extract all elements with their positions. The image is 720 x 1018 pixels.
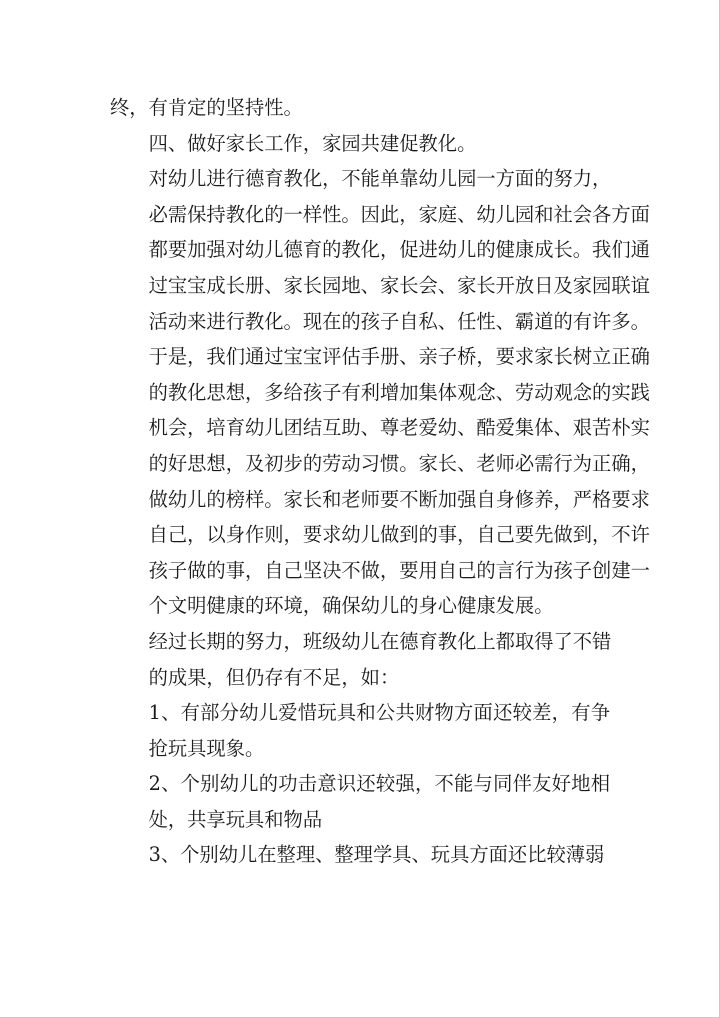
text-line: 的成果，但仍存有不足，如： bbox=[148, 665, 400, 689]
text-line: 经过长期的努力，班级幼儿在德育教化上都取得了不错 bbox=[148, 629, 612, 653]
text-line: 孩子做的事，自己坚决不做，要用自己的言行为孩子创建一 bbox=[148, 558, 650, 582]
text-line: 自己，以身作则，要求幼儿做到的事，自己要先做到，不许 bbox=[148, 523, 650, 547]
text-line: 活动来进行教化。现在的孩子自私、任性、霸道的有许多。 bbox=[148, 309, 650, 333]
text-line: 2、个别幼儿的功击意识还较强，不能与同伴友好地相 bbox=[148, 772, 610, 796]
text-line: 处，共享玩具和物品 bbox=[148, 807, 323, 831]
text-line: 都要加强对幼儿德育的教化，促进幼儿的健康成长。我们通 bbox=[148, 238, 650, 262]
paragraph-home-school bbox=[110, 161, 650, 624]
document-body bbox=[110, 90, 650, 873]
paragraph-item-1 bbox=[110, 695, 610, 766]
paragraph-continuation bbox=[110, 90, 610, 126]
text-line: 的好思想，及初步的劳动习惯。家长、老师必需行为正确， bbox=[148, 451, 650, 475]
text-line: 做幼儿的榜样。家长和老师要不断加强自身修养，严格要求 bbox=[148, 487, 650, 511]
text-line: 对幼儿进行德育教化，不能单靠幼儿园一方面的努力， bbox=[148, 167, 612, 191]
text-line: 机会，培育幼儿团结互助、尊老爱幼、酷爱集体、艰苦朴实 bbox=[148, 416, 650, 440]
text-line: 的教化思想，多给孩子有利增加集体观念、劳动观念的实践 bbox=[148, 380, 650, 404]
text-line: 过宝宝成长册、家长园地、家长会、家长开放日及家园联谊 bbox=[148, 273, 650, 297]
paragraph-heading-four bbox=[110, 126, 610, 162]
text-line: 1、有部分幼儿爱惜玩具和公共财物方面还较差，有争 bbox=[148, 701, 610, 725]
text-line: 抢玩具现象。 bbox=[148, 736, 265, 760]
text-line: 3、个别幼儿在整理、整理学具、玩具方面还比较薄弱 bbox=[148, 843, 605, 867]
text-line: 于是，我们通过宝宝评估手册、亲子桥，要求家长树立正确 bbox=[148, 345, 650, 369]
text-line: 终，有肯定的坚持性。 bbox=[110, 96, 303, 119]
text-line: 四、做好家长工作，家园共建促教化。 bbox=[148, 131, 477, 155]
paragraph-results bbox=[110, 624, 610, 695]
text-line: 个文明健康的环境，确保幼儿的身心健康发展。 bbox=[148, 594, 554, 618]
paragraph-item-2 bbox=[110, 766, 610, 837]
paragraph-item-3 bbox=[110, 837, 610, 873]
text-line: 必需保持教化的一样性。因此，家庭、幼儿园和社会各方面 bbox=[148, 202, 650, 226]
